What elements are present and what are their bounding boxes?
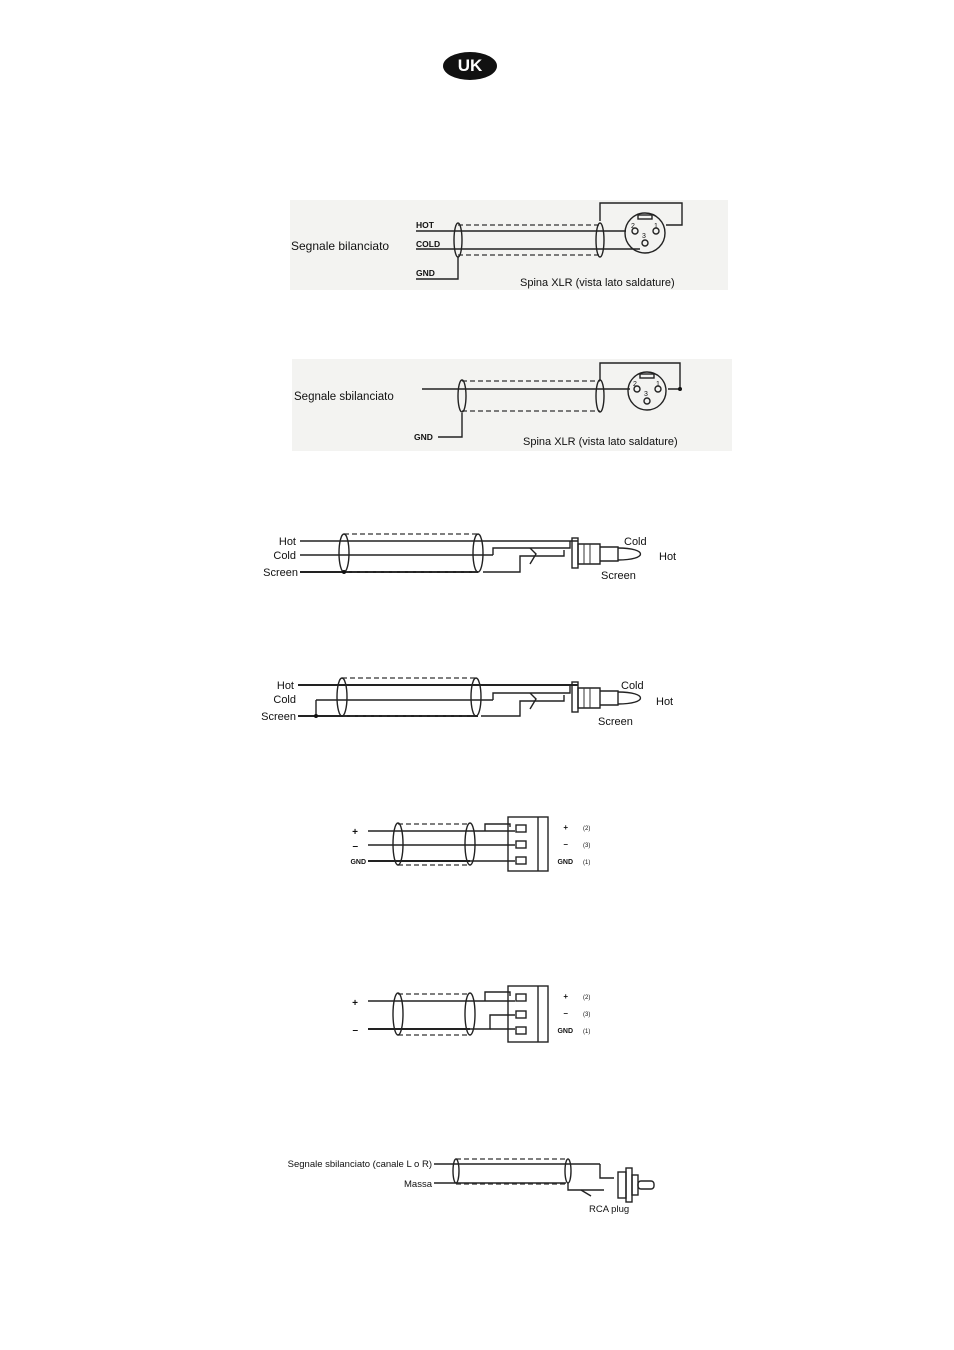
- cable-end-right: [565, 1159, 571, 1183]
- junction-dot: [342, 570, 346, 574]
- plug-hot-label: Hot: [656, 696, 674, 708]
- cable-end-left: [337, 678, 347, 716]
- rca-plug-diagram: [278, 1150, 668, 1216]
- rca-body-left: [618, 1172, 626, 1198]
- lead-signal: [600, 1164, 614, 1178]
- cable-end-left: [339, 534, 349, 572]
- signal-label: Segnale sbilanciato (canale L o R): [287, 1159, 432, 1170]
- terminal-screw-2: [516, 825, 526, 832]
- term-gnd-label: GND: [557, 859, 573, 866]
- wire-plus-label: +: [352, 827, 358, 838]
- term-plus-label: +: [563, 992, 568, 1001]
- plug-screen-label: Screen: [598, 716, 633, 728]
- pin-2-label: (2): [583, 995, 591, 1001]
- terminal-screw-1: [516, 1027, 526, 1034]
- jack-collar: [572, 538, 578, 568]
- wire-minus-label: –: [352, 841, 358, 852]
- unbalanced-xlr-diagram: [282, 355, 732, 455]
- wire-minus-label: –: [352, 1025, 358, 1036]
- pin-3-label: 3: [644, 391, 648, 398]
- lead-cold: [493, 541, 570, 555]
- wire-gnd-label: GND: [414, 432, 433, 442]
- pin-2-label: 2: [633, 381, 637, 388]
- wire-cold-label: Cold: [273, 550, 296, 562]
- cable-end-right: [471, 678, 481, 716]
- balanced-xlr-diagram: [280, 195, 730, 300]
- lead-cold: [493, 685, 570, 700]
- terminal-block: [508, 817, 548, 871]
- cable-end-left: [453, 1159, 459, 1183]
- wire-gnd-label: GND: [350, 859, 366, 866]
- rca-body-flange: [626, 1168, 632, 1202]
- ground-label: Massa: [404, 1179, 432, 1190]
- lead-screen: [483, 550, 564, 572]
- term-minus-label: –: [563, 1009, 568, 1018]
- pin-2-label: 2: [631, 223, 635, 230]
- wire-hot-label: Hot: [278, 536, 296, 548]
- term-minus-label: –: [563, 840, 568, 849]
- jack-ring: [600, 691, 618, 705]
- jack-sleeve: [578, 544, 600, 564]
- lead-ground: [568, 1183, 604, 1190]
- ground-tab: [581, 1190, 591, 1196]
- pin-3-label: (3): [583, 1012, 591, 1018]
- wire-cold-label: COLD: [416, 239, 441, 249]
- terminal-screw-1: [516, 857, 526, 864]
- jack-tip: [618, 548, 641, 560]
- balanced-jack-diagram: [258, 528, 688, 588]
- plug-screen-label: Screen: [601, 570, 636, 582]
- wire-screen-label: Screen: [263, 567, 298, 579]
- cable-end-right: [473, 534, 483, 572]
- plug-cold-label: Cold: [624, 536, 647, 548]
- terminal-screw-2: [516, 994, 526, 1001]
- pin-1-label: 1: [656, 381, 660, 388]
- pin-3-label: (3): [583, 843, 591, 849]
- wire-gnd-label: GND: [416, 268, 435, 278]
- wire-hot-label: HOT: [416, 220, 434, 230]
- wire-screen-label: Screen: [261, 711, 296, 723]
- connector-label: Spina XLR (vista lato saldature): [523, 436, 678, 448]
- term-gnd-label: GND: [557, 1028, 573, 1035]
- signal-label: Segnale sbilanciato: [294, 391, 394, 403]
- lead-plus: [485, 992, 510, 1001]
- jack-sleeve: [578, 688, 600, 708]
- term-plus-label: +: [563, 823, 568, 832]
- lead-plus: [485, 824, 510, 831]
- wire-hot-label: Hot: [276, 680, 294, 692]
- plug-cold-label: Cold: [621, 680, 644, 692]
- junction-dot: [314, 714, 318, 718]
- pin-1-label: (1): [583, 1029, 591, 1035]
- cable-end-right: [465, 823, 475, 865]
- terminal-block: [508, 986, 548, 1042]
- uk-language-badge: UK: [443, 52, 497, 80]
- connector-label: Spina XLR (vista lato saldature): [520, 277, 675, 289]
- unbalanced-terminal-diagram: [340, 982, 600, 1048]
- connector-label: RCA plug: [589, 1204, 630, 1215]
- terminal-screw-3: [516, 841, 526, 848]
- unbalanced-jack-diagram: [258, 673, 688, 733]
- pin-1-label: 1: [654, 223, 658, 230]
- pin-2-label: (2): [583, 826, 591, 832]
- jack-ring: [600, 547, 618, 561]
- rca-pin: [638, 1181, 654, 1189]
- pin-3-label: 3: [642, 233, 646, 240]
- rca-sleeve: [632, 1175, 638, 1195]
- terminal-screw-3: [516, 1011, 526, 1018]
- plug-hot-label: Hot: [659, 551, 677, 563]
- cable-end-left: [393, 823, 403, 865]
- balanced-terminal-diagram: [340, 812, 600, 878]
- signal-label: Segnale bilanciato: [291, 239, 390, 253]
- jack-tip: [618, 692, 641, 704]
- wire-cold-label: Cold: [273, 694, 296, 706]
- jack-collar: [572, 682, 578, 712]
- wire-plus-label: +: [352, 998, 358, 1009]
- pin-1-label: (1): [583, 860, 591, 866]
- junction-dot: [678, 387, 682, 391]
